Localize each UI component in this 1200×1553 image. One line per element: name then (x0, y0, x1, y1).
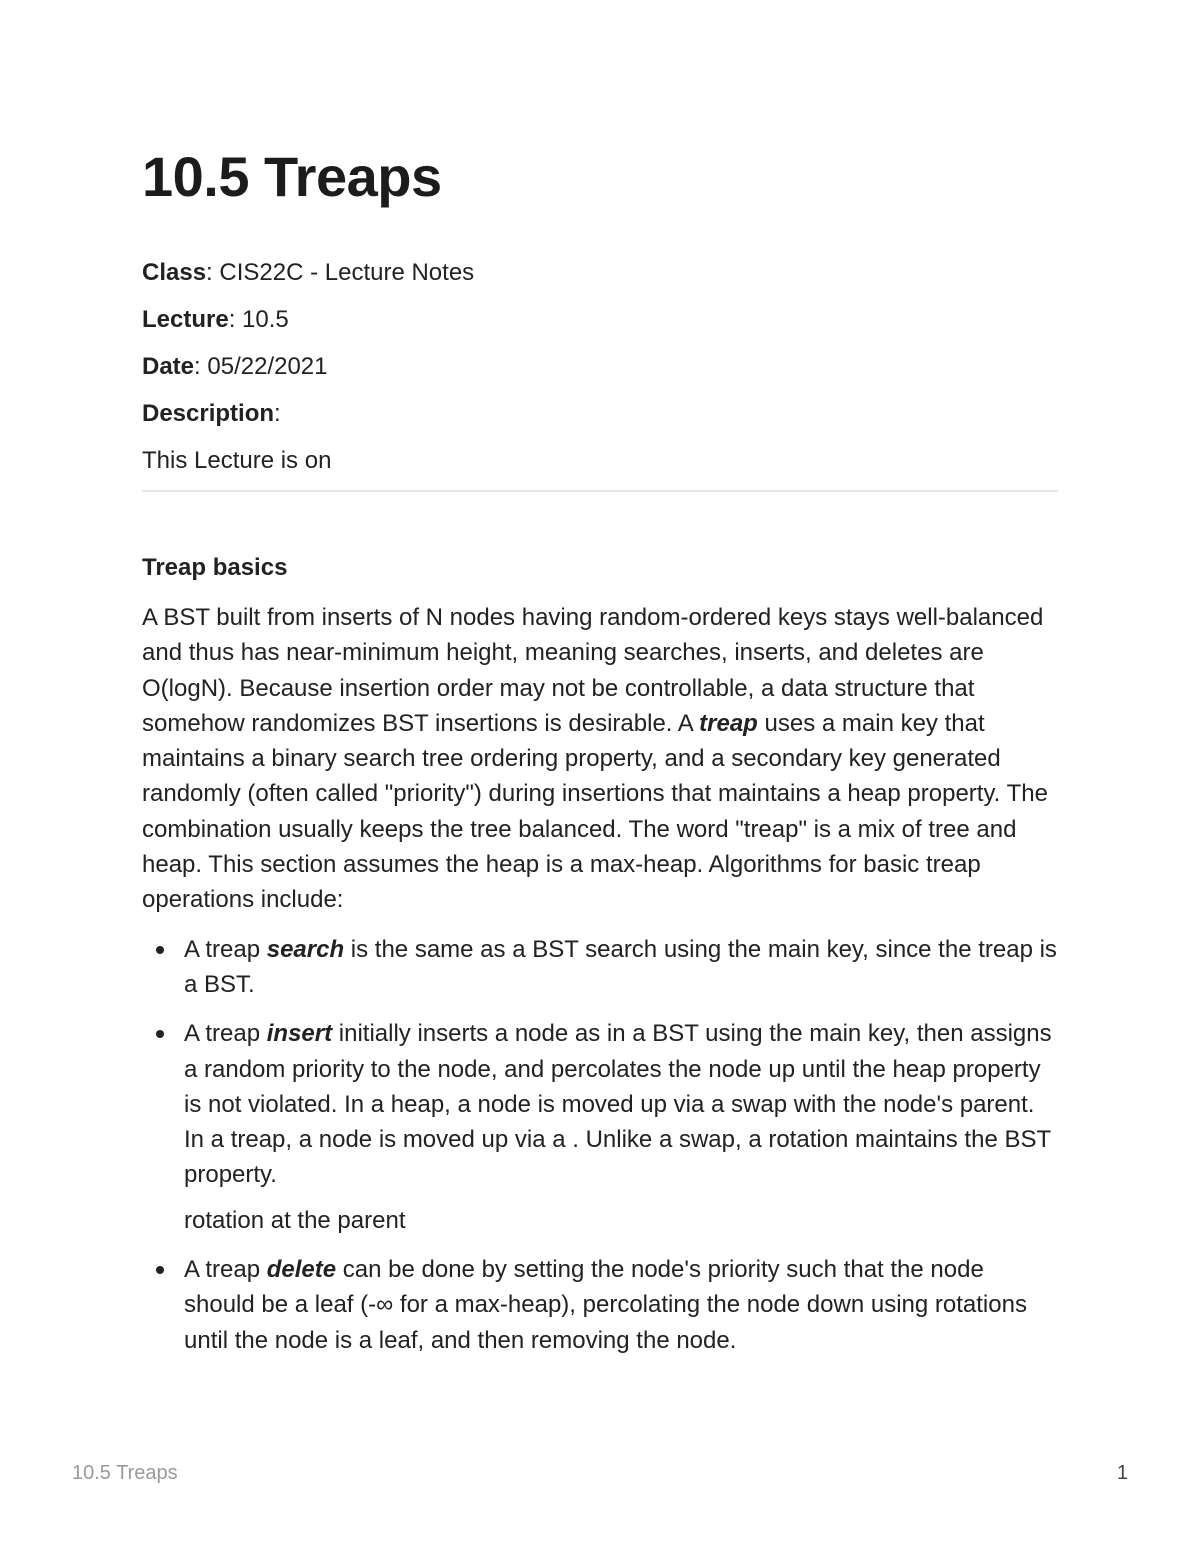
metadata-block (142, 254, 474, 489)
item-pre: A treap (184, 1256, 267, 1284)
section-body (142, 600, 1058, 1372)
term-delete: delete (266, 1256, 337, 1284)
list-item-delete (142, 1252, 1058, 1358)
term-insert: insert (266, 1020, 333, 1048)
divider (142, 490, 1058, 492)
meta-class-value: : CIS22C - Lecture Notes (206, 259, 475, 286)
footer-doc-title: 10.5 Treaps (72, 1462, 178, 1484)
term-treap: treap (699, 709, 758, 737)
meta-class (142, 254, 474, 301)
item-post: initially inserts a node as in a BST using the main key, then assigns a random priority to the node, and percolates the node up until the heap property is not violated. In a heap, a node is moved up via a swap with the node's parent. In a treap, a node is moved up via a . Unlike a swap, a rotation maintains the BST property. (184, 1020, 1052, 1189)
item-pre: A treap (184, 1020, 267, 1048)
list-item-insert (142, 1016, 1058, 1238)
list-item-search (142, 932, 1058, 1003)
bullet-icon (156, 1030, 164, 1038)
item-note: rotation at the parent (184, 1206, 406, 1234)
meta-lecture-value: : 10.5 (228, 306, 289, 333)
section-heading: Treap basics (142, 554, 288, 581)
footer-page-number: 1 (1116, 1462, 1128, 1484)
intro-paragraph (142, 600, 1058, 918)
bullet-icon (156, 1266, 164, 1274)
meta-class-label: Class (142, 259, 207, 286)
meta-description-colon: : (274, 400, 281, 427)
item-pre: A treap (184, 935, 267, 963)
meta-lecture-label: Lecture (142, 306, 229, 333)
bullet-icon (156, 946, 164, 954)
meta-date-label: Date (142, 353, 195, 380)
meta-lecture (142, 301, 474, 348)
intro-part-1: A BST built from inserts of N nodes having random-ordered keys stays well-balanced and thus has near-minimum height, meaning searches, inserts, and deletes are O(logN). Because insertion order may not be controllable, a data structure that somehow randomizes BST insertions is desirable. A (142, 604, 1044, 737)
page-title: 10.5 Treaps (142, 145, 442, 208)
intro-part-2: uses a main key that maintains a binary search tree ordering property, and a secondary key generated randomly (often called "priority") during insertions that maintains a heap property. The combination usually keeps the tree balanced. The word "treap" is a mix of tree and heap. This section assumes the heap is a max-heap. Algorithms for basic treap operations include: (142, 709, 1048, 914)
meta-description-label: Description (142, 400, 275, 427)
operations-list (142, 932, 1058, 1358)
meta-description-text: This Lecture is on (142, 447, 332, 474)
meta-description (142, 395, 474, 442)
meta-date (142, 348, 474, 395)
term-search: search (266, 935, 345, 963)
meta-date-value: : 05/22/2021 (194, 353, 328, 380)
item-post: can be done by setting the node's priority such that the node should be a leaf (-∞ for a max-heap), percolating the node down using rotations until the node is a leaf, and then removing the node. (184, 1256, 1027, 1354)
item-post: is the same as a BST search using the main key, since the treap is a BST. (184, 935, 1057, 998)
